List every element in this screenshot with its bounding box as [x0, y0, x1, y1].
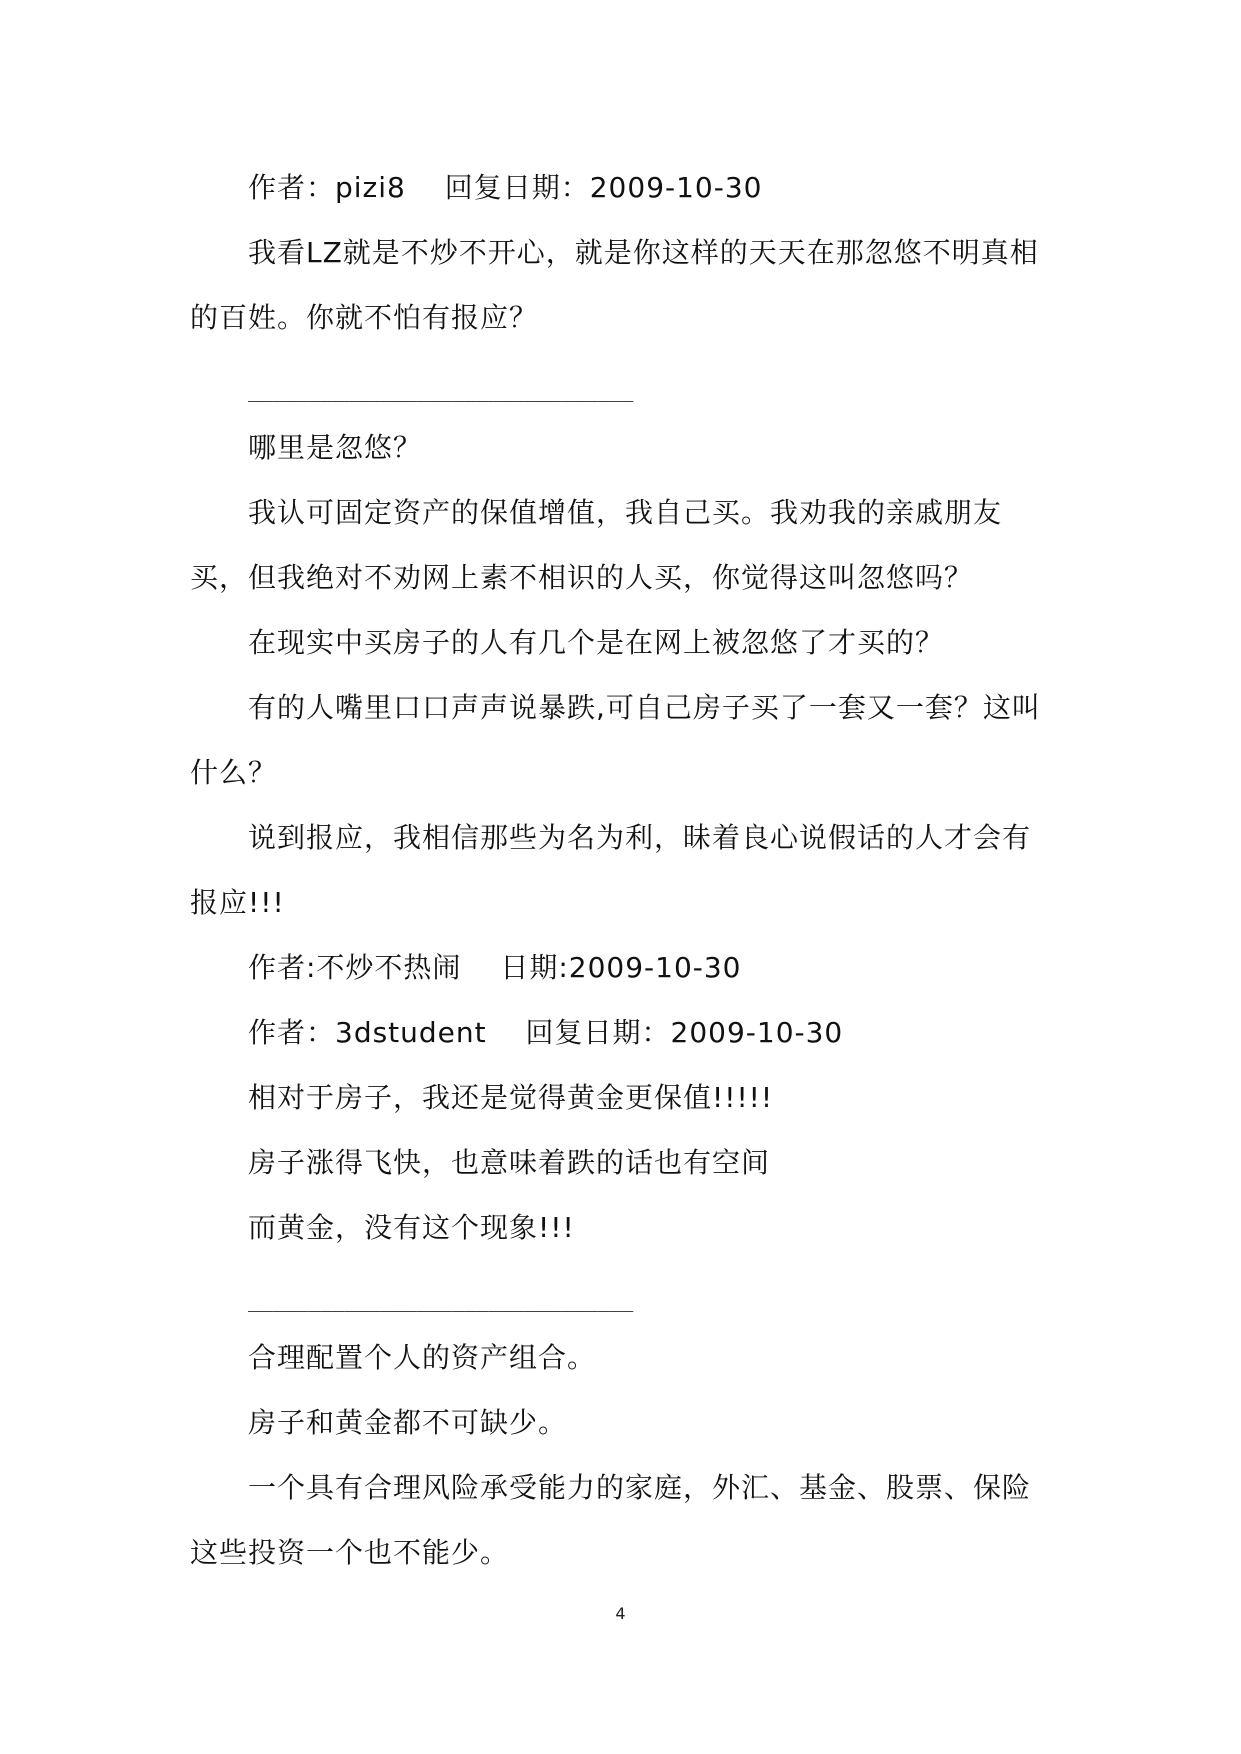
author-line-pizi8: 作者：pizi8 回复日期：2009-10-30	[248, 171, 763, 204]
divider-line	[190, 1260, 1052, 1325]
paragraph: 合理配置个人的资产组合。	[248, 1341, 597, 1374]
paragraph: 哪里是忽悠？	[248, 431, 423, 464]
paragraph: 相对于房子，我还是觉得黄金更保值!!!!!	[248, 1081, 774, 1114]
author-line-3dstudent: 作者：3dstudent 回复日期：2009-10-30	[248, 1016, 844, 1049]
paragraph: 房子涨得飞快，也意味着跌的话也有空间	[248, 1146, 771, 1179]
paragraph: 我看LZ就是不炒不开心，就是你这样的天天在那忽悠不明真相的百姓。你就不怕有报应？	[190, 236, 1039, 334]
paragraph: 说到报应，我相信那些为名为利，昧着良心说假话的人才会有报应!!!	[190, 821, 1032, 919]
paragraph: 而黄金，没有这个现象!!!	[248, 1211, 575, 1244]
author-line-bu-chao: 作者:不炒不热闹 日期:2009-10-30	[248, 951, 742, 984]
paragraph: 我认可固定资产的保值增值，我自己买。我劝我的亲戚朋友买，但我绝对不劝网上素不相识的人买，你觉得这叫忽悠吗？	[190, 496, 1003, 594]
divider-text: ________________________________	[248, 1288, 634, 1312]
page-number: 4	[615, 1604, 626, 1623]
paragraph: 有的人嘴里口口声声说暴跌,可自己房子买了一套又一套？这叫什么？	[190, 691, 1041, 789]
paragraph: 一个具有合理风险承受能力的家庭，外汇、基金、股票、保险这些投资一个也不能少。	[190, 1471, 1032, 1569]
document-body	[190, 155, 1052, 1585]
divider-line	[190, 350, 1052, 415]
divider-text: ________________________________	[248, 378, 634, 402]
paragraph: 房子和黄金都不可缺少。	[248, 1406, 568, 1439]
paragraph: 在现实中买房子的人有几个是在网上被忽悠了才买的？	[248, 626, 945, 659]
